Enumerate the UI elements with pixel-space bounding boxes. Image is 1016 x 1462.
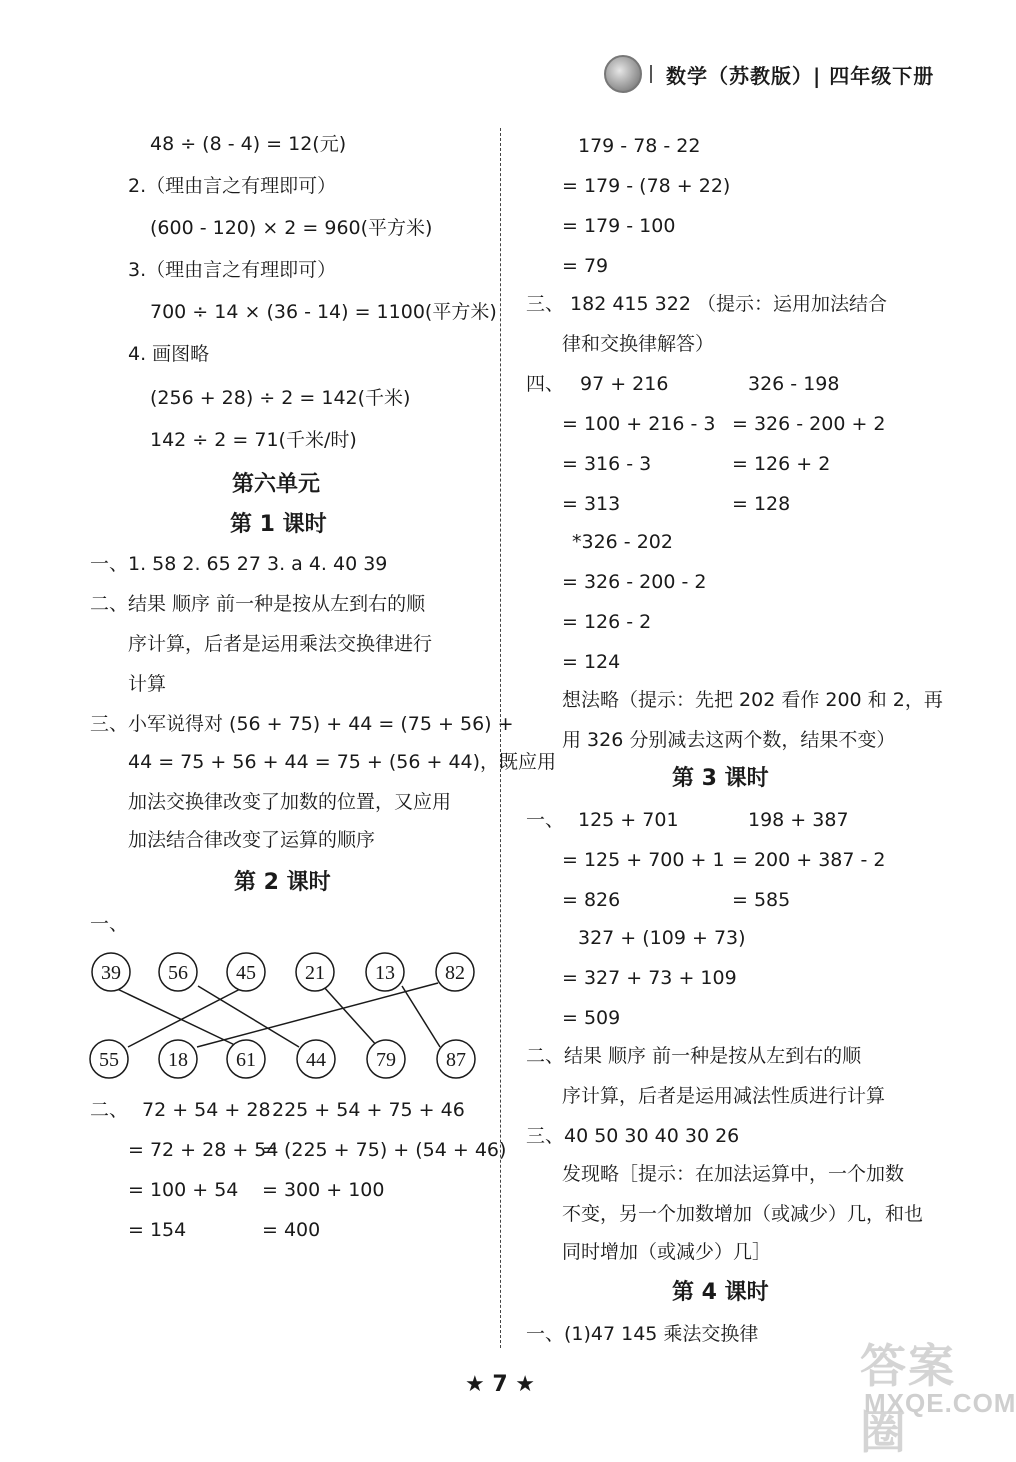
answer-line: 三、小军说得对 (56 + 75) + 44 = (75 + 56) + <box>90 713 514 735</box>
calc-line: 326 - 198 <box>748 373 840 395</box>
calc-line: = 128 <box>732 493 791 515</box>
answer-line: 加法结合律改变了运算的顺序 <box>128 829 376 851</box>
circle-number: 56 <box>168 962 188 984</box>
answer-line: 二、结果 顺序 前一种是按从左到右的顺 <box>526 1045 862 1067</box>
circle-number: 18 <box>168 1049 188 1071</box>
calc-line: = 400 <box>262 1219 321 1241</box>
answer-line: 加法交换律改变了加数的位置，又应用 <box>128 791 452 813</box>
calc-line: = 79 <box>562 255 609 277</box>
circle-number: 87 <box>446 1049 466 1071</box>
answer-line: 700 ÷ 14 × (36 - 14) = 1100(平方米) <box>150 301 497 323</box>
column-divider <box>500 128 501 1348</box>
answer-line: 用 326 分别减去这两个数，结果不变） <box>562 729 896 751</box>
answer-line: 44 = 75 + 56 + 44 = 75 + (56 + 44)，既应用 <box>128 751 557 773</box>
calc-line: = 509 <box>562 1007 621 1029</box>
answer-line: 三、 182 415 322 （提示：运用加法结合 <box>526 293 887 315</box>
answer-line: 发现略［提示：在加法运算中，一个加数 <box>562 1163 905 1185</box>
lesson-title: 第 1 课时 <box>230 512 327 537</box>
lesson-title: 第 4 课时 <box>672 1280 769 1305</box>
calc-line: 72 + 54 + 28 <box>142 1099 271 1121</box>
watermark-logo <box>860 1330 1016 1459</box>
header-title: 数学（苏教版）| 四年级下册 <box>666 63 935 88</box>
calc-line: = 72 + 28 + 54 <box>128 1139 279 1161</box>
calc-line: = 316 - 3 <box>562 453 652 475</box>
answer-line: 序计算，后者是运用乘法交换律进行 <box>128 633 433 655</box>
circle-number: 79 <box>376 1049 396 1071</box>
calc-line: 225 + 54 + 75 + 46 <box>272 1099 465 1121</box>
answer-line: 3.（理由言之有理即可） <box>128 259 337 281</box>
circle-number: 21 <box>305 962 325 984</box>
calc-line: = 179 - 100 <box>562 215 676 237</box>
lesson-title: 第 2 课时 <box>234 870 331 895</box>
calc-line: = 200 + 387 - 2 <box>732 849 886 871</box>
calc-line: = 100 + 54 <box>128 1179 239 1201</box>
header-divider <box>650 65 652 83</box>
calc-line: = 154 <box>128 1219 187 1241</box>
calc-line: = 126 - 2 <box>562 611 652 633</box>
answer-line: 同时增加（或减少）几］ <box>562 1241 772 1263</box>
circle-number: 55 <box>99 1049 119 1071</box>
answer-line: (600 - 120) × 2 = 960(平方米) <box>150 217 433 239</box>
watermark-text: 答案圈 <box>860 1339 956 1459</box>
answer-line: 一、(1)47 145 乘法交换律 <box>526 1323 759 1345</box>
answer-line: 想法略（提示：先把 202 看作 200 和 2，再 <box>562 689 943 711</box>
circle-number: 13 <box>375 962 395 984</box>
section-label: 四、 <box>526 373 565 395</box>
match-line <box>128 986 246 1047</box>
section-label: 一、 <box>526 809 565 831</box>
calc-line: = 126 + 2 <box>732 453 831 475</box>
calc-line: 125 + 701 <box>578 809 679 831</box>
calc-line: 198 + 387 <box>748 809 849 831</box>
answer-line: 序计算，后者是运用减法性质进行计算 <box>562 1085 886 1107</box>
answer-line: 二、结果 顺序 前一种是按从左到右的顺 <box>90 593 426 615</box>
book-logo-icon <box>604 55 642 93</box>
answer-line: 一、1. 58 2. 65 27 3. a 4. 40 39 <box>90 553 388 575</box>
page-number: ★ 7 ★ <box>464 1372 536 1397</box>
answer-line: 不变，另一个加数增加（或减少）几，和也 <box>562 1203 924 1225</box>
page-header <box>604 54 934 94</box>
calc-line: = 313 <box>562 493 621 515</box>
calc-line: = 300 + 100 <box>262 1179 385 1201</box>
calc-line: 327 + (109 + 73) <box>578 927 746 949</box>
section-label: 二、 <box>90 1099 129 1121</box>
watermark-url: MXQE.COM <box>864 1388 1016 1418</box>
answer-line: 142 ÷ 2 = 71(千米/时) <box>150 429 357 451</box>
calc-line: = 100 + 216 - 3 <box>562 413 716 435</box>
circle-number: 39 <box>101 962 121 984</box>
answer-line: 4. 画图略 <box>128 343 210 365</box>
match-line <box>323 986 378 1047</box>
calc-line: 97 + 216 <box>580 373 669 395</box>
calc-line: = (225 + 75) + (54 + 46) <box>262 1139 507 1161</box>
match-line <box>402 986 440 1047</box>
calc-line: = 326 - 200 + 2 <box>732 413 886 435</box>
calc-line: = 125 + 700 + 1 <box>562 849 725 871</box>
calc-line: = 327 + 73 + 109 <box>562 967 737 989</box>
answer-line: (256 + 28) ÷ 2 = 142(千米) <box>150 387 411 409</box>
circle-number: 82 <box>445 962 465 984</box>
calc-line: *326 - 202 <box>572 531 673 553</box>
calc-line: 179 - 78 - 22 <box>578 135 701 157</box>
calc-line: = 826 <box>562 889 621 911</box>
answer-line: 三、40 50 30 40 30 26 <box>526 1125 740 1147</box>
answer-line: 计算 <box>128 673 167 695</box>
answer-line: 律和交换律解答） <box>562 333 715 355</box>
circle-number: 45 <box>236 962 256 984</box>
unit-title: 第六单元 <box>232 472 321 497</box>
match-line <box>198 986 299 1047</box>
calc-line: = 326 - 200 - 2 <box>562 571 707 593</box>
calc-line: = 179 - (78 + 22) <box>562 175 731 197</box>
matching-diagram <box>80 945 490 1085</box>
answer-line: 2.（理由言之有理即可） <box>128 175 337 197</box>
lesson-title: 第 3 课时 <box>672 766 769 791</box>
match-line <box>111 986 239 1047</box>
answer-line: 48 ÷ (8 - 4) = 12(元) <box>150 133 347 155</box>
calc-line: = 585 <box>732 889 791 911</box>
calc-line: = 124 <box>562 651 621 673</box>
circle-number: 61 <box>236 1049 256 1071</box>
section-label: 一、 <box>90 913 129 935</box>
circle-number: 44 <box>306 1049 326 1071</box>
